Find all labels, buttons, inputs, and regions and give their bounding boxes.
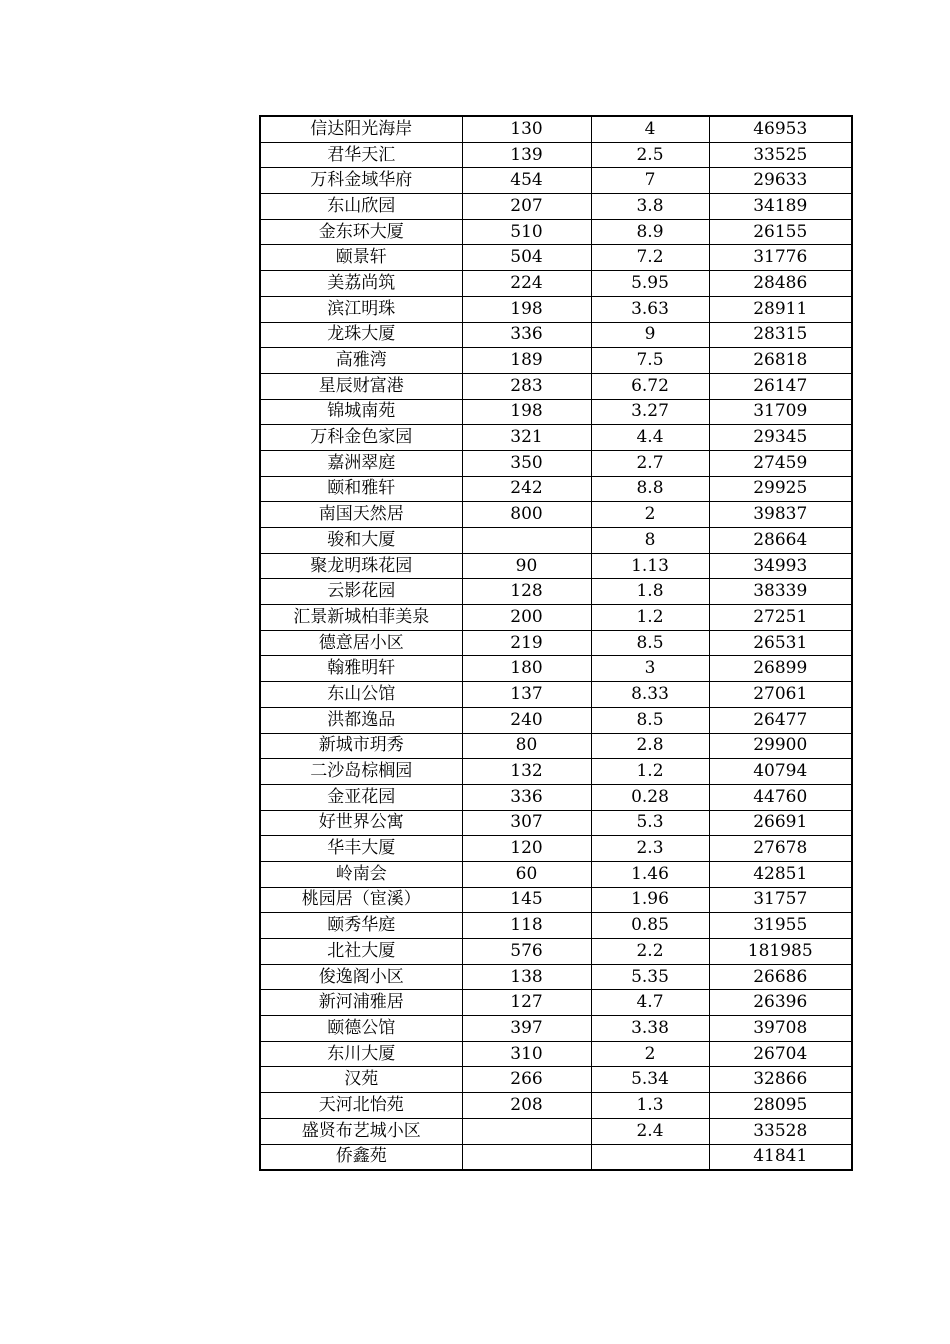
cell-col-4: 39837 — [709, 502, 852, 528]
cell-col-2: 510 — [462, 219, 591, 245]
cell-col-2: 321 — [462, 425, 591, 451]
cell-property-name: 天河北怡苑 — [260, 1093, 462, 1119]
cell-property-name: 华丰大厦 — [260, 836, 462, 862]
table-row — [260, 116, 852, 142]
cell-col-4: 31709 — [709, 399, 852, 425]
cell-property-name: 北社大厦 — [260, 939, 462, 965]
cell-property-name: 高雅湾 — [260, 348, 462, 374]
cell-col-4: 38339 — [709, 579, 852, 605]
table-row — [260, 296, 852, 322]
cell-col-4: 29345 — [709, 425, 852, 451]
cell-col-3: 2 — [591, 502, 709, 528]
cell-col-3: 1.96 — [591, 887, 709, 913]
cell-property-name: 二沙岛棕榈园 — [260, 759, 462, 785]
cell-col-2: 60 — [462, 861, 591, 887]
cell-col-2: 198 — [462, 296, 591, 322]
cell-property-name: 嘉洲翠庭 — [260, 450, 462, 476]
table-row — [260, 553, 852, 579]
cell-property-name: 东山欣园 — [260, 194, 462, 220]
table-row — [260, 579, 852, 605]
cell-property-name: 新河浦雅居 — [260, 990, 462, 1016]
cell-col-4: 44760 — [709, 784, 852, 810]
table-row — [260, 964, 852, 990]
cell-col-2: 138 — [462, 964, 591, 990]
cell-col-3: 5.3 — [591, 810, 709, 836]
cell-col-4: 28486 — [709, 271, 852, 297]
cell-col-2: 576 — [462, 939, 591, 965]
table-row — [260, 194, 852, 220]
cell-col-2: 224 — [462, 271, 591, 297]
cell-col-4: 32866 — [709, 1067, 852, 1093]
cell-col-4: 26477 — [709, 707, 852, 733]
cell-property-name: 南国天然居 — [260, 502, 462, 528]
cell-col-3: 7.5 — [591, 348, 709, 374]
cell-property-name: 聚龙明珠花园 — [260, 553, 462, 579]
cell-col-2: 139 — [462, 142, 591, 168]
cell-col-4: 26531 — [709, 630, 852, 656]
cell-col-2: 90 — [462, 553, 591, 579]
table-row — [260, 1118, 852, 1144]
cell-col-3: 2.3 — [591, 836, 709, 862]
cell-property-name: 盛贤布艺城小区 — [260, 1118, 462, 1144]
cell-col-2: 310 — [462, 1041, 591, 1067]
cell-col-4: 26818 — [709, 348, 852, 374]
cell-col-2 — [462, 1118, 591, 1144]
cell-property-name: 洪都逸品 — [260, 707, 462, 733]
cell-col-3: 1.3 — [591, 1093, 709, 1119]
table-row — [260, 1093, 852, 1119]
cell-col-2: 127 — [462, 990, 591, 1016]
cell-col-4: 28095 — [709, 1093, 852, 1119]
cell-col-4: 28664 — [709, 528, 852, 554]
cell-property-name: 翰雅明轩 — [260, 656, 462, 682]
cell-col-3: 1.46 — [591, 861, 709, 887]
table-row — [260, 810, 852, 836]
cell-property-name: 汇景新城柏菲美泉 — [260, 605, 462, 631]
cell-col-3: 8.8 — [591, 476, 709, 502]
cell-col-2: 240 — [462, 707, 591, 733]
cell-property-name: 东山公馆 — [260, 682, 462, 708]
cell-col-2: 800 — [462, 502, 591, 528]
table-row — [260, 528, 852, 554]
cell-col-3: 2.7 — [591, 450, 709, 476]
cell-col-2: 207 — [462, 194, 591, 220]
cell-property-name: 好世界公寓 — [260, 810, 462, 836]
cell-col-4: 26155 — [709, 219, 852, 245]
cell-col-4: 27678 — [709, 836, 852, 862]
cell-col-4: 31776 — [709, 245, 852, 271]
table-row — [260, 990, 852, 1016]
cell-property-name: 金东环大厦 — [260, 219, 462, 245]
cell-col-2: 145 — [462, 887, 591, 913]
cell-property-name: 东川大厦 — [260, 1041, 462, 1067]
cell-col-3: 9 — [591, 322, 709, 348]
table-row — [260, 373, 852, 399]
cell-col-3: 3.8 — [591, 194, 709, 220]
cell-col-4: 29925 — [709, 476, 852, 502]
table-row — [260, 656, 852, 682]
cell-col-4: 181985 — [709, 939, 852, 965]
cell-col-4: 39708 — [709, 1016, 852, 1042]
cell-col-4: 27459 — [709, 450, 852, 476]
table-row — [260, 1067, 852, 1093]
cell-col-3: 3.38 — [591, 1016, 709, 1042]
cell-col-4: 26686 — [709, 964, 852, 990]
table-row — [260, 939, 852, 965]
cell-col-4: 33525 — [709, 142, 852, 168]
cell-col-4: 41841 — [709, 1144, 852, 1170]
cell-col-3: 2.4 — [591, 1118, 709, 1144]
cell-col-3: 2.8 — [591, 733, 709, 759]
cell-col-4: 26704 — [709, 1041, 852, 1067]
table-row — [260, 450, 852, 476]
table-row — [260, 168, 852, 194]
cell-col-3: 4.7 — [591, 990, 709, 1016]
cell-col-2: 180 — [462, 656, 591, 682]
cell-col-4: 26396 — [709, 990, 852, 1016]
cell-col-2: 120 — [462, 836, 591, 862]
cell-col-2: 397 — [462, 1016, 591, 1042]
table-row — [260, 322, 852, 348]
cell-col-3: 0.85 — [591, 913, 709, 939]
cell-property-name: 龙珠大厦 — [260, 322, 462, 348]
cell-col-2: 208 — [462, 1093, 591, 1119]
cell-col-3: 8.5 — [591, 707, 709, 733]
cell-col-3: 7 — [591, 168, 709, 194]
cell-col-4: 29633 — [709, 168, 852, 194]
cell-col-2: 132 — [462, 759, 591, 785]
cell-property-name: 颐景轩 — [260, 245, 462, 271]
table-row — [260, 605, 852, 631]
cell-col-4: 34993 — [709, 553, 852, 579]
table-row — [260, 836, 852, 862]
cell-col-4: 27251 — [709, 605, 852, 631]
table-row — [260, 1144, 852, 1170]
cell-col-4: 28911 — [709, 296, 852, 322]
table-row — [260, 784, 852, 810]
cell-col-3: 0.28 — [591, 784, 709, 810]
table-row — [260, 399, 852, 425]
cell-col-2: 128 — [462, 579, 591, 605]
table-row — [260, 502, 852, 528]
cell-property-name: 汉苑 — [260, 1067, 462, 1093]
cell-col-4: 40794 — [709, 759, 852, 785]
cell-col-3: 4 — [591, 116, 709, 142]
table-row — [260, 861, 852, 887]
table-body — [260, 116, 852, 1170]
cell-col-3: 2 — [591, 1041, 709, 1067]
table-row — [260, 1016, 852, 1042]
cell-col-2: 336 — [462, 784, 591, 810]
cell-col-2: 80 — [462, 733, 591, 759]
cell-property-name: 桃园居（宦溪） — [260, 887, 462, 913]
cell-col-3: 2.2 — [591, 939, 709, 965]
cell-col-2: 283 — [462, 373, 591, 399]
cell-col-3: 8 — [591, 528, 709, 554]
cell-col-2: 189 — [462, 348, 591, 374]
cell-property-name: 德意居小区 — [260, 630, 462, 656]
cell-col-2: 336 — [462, 322, 591, 348]
table-row — [260, 245, 852, 271]
cell-property-name: 滨江明珠 — [260, 296, 462, 322]
cell-col-4: 26691 — [709, 810, 852, 836]
cell-property-name: 骏和大厦 — [260, 528, 462, 554]
cell-property-name: 云影花园 — [260, 579, 462, 605]
cell-col-3: 7.2 — [591, 245, 709, 271]
cell-property-name: 俊逸阁小区 — [260, 964, 462, 990]
cell-col-4: 29900 — [709, 733, 852, 759]
cell-col-2: 307 — [462, 810, 591, 836]
table-row — [260, 476, 852, 502]
table-row — [260, 887, 852, 913]
cell-col-3: 1.13 — [591, 553, 709, 579]
table-row — [260, 707, 852, 733]
table-row — [260, 913, 852, 939]
cell-col-2: 200 — [462, 605, 591, 631]
cell-col-4: 33528 — [709, 1118, 852, 1144]
table-row — [260, 733, 852, 759]
cell-col-4: 31955 — [709, 913, 852, 939]
cell-property-name: 万科金色家园 — [260, 425, 462, 451]
cell-col-2: 130 — [462, 116, 591, 142]
cell-property-name: 侨鑫苑 — [260, 1144, 462, 1170]
cell-property-name: 新城市玥秀 — [260, 733, 462, 759]
cell-col-3: 1.8 — [591, 579, 709, 605]
cell-col-2: 198 — [462, 399, 591, 425]
cell-property-name: 星辰财富港 — [260, 373, 462, 399]
cell-col-4: 27061 — [709, 682, 852, 708]
cell-property-name: 颐德公馆 — [260, 1016, 462, 1042]
cell-col-2: 504 — [462, 245, 591, 271]
cell-property-name: 锦城南苑 — [260, 399, 462, 425]
cell-col-3: 5.34 — [591, 1067, 709, 1093]
cell-property-name: 岭南会 — [260, 861, 462, 887]
table-row — [260, 682, 852, 708]
cell-col-4: 26147 — [709, 373, 852, 399]
cell-col-4: 31757 — [709, 887, 852, 913]
cell-col-2: 350 — [462, 450, 591, 476]
cell-col-3: 2.5 — [591, 142, 709, 168]
cell-property-name: 金亚花园 — [260, 784, 462, 810]
cell-col-3: 5.95 — [591, 271, 709, 297]
cell-property-name: 颐和雅轩 — [260, 476, 462, 502]
cell-col-4: 34189 — [709, 194, 852, 220]
cell-col-2: 266 — [462, 1067, 591, 1093]
cell-col-3: 8.33 — [591, 682, 709, 708]
cell-col-3: 1.2 — [591, 759, 709, 785]
cell-col-3: 3 — [591, 656, 709, 682]
cell-property-name: 信达阳光海岸 — [260, 116, 462, 142]
cell-col-3: 3.63 — [591, 296, 709, 322]
cell-col-2 — [462, 528, 591, 554]
cell-col-3: 8.9 — [591, 219, 709, 245]
table-row — [260, 425, 852, 451]
cell-col-2: 242 — [462, 476, 591, 502]
table-row — [260, 630, 852, 656]
cell-col-4: 26899 — [709, 656, 852, 682]
cell-property-name: 颐秀华庭 — [260, 913, 462, 939]
cell-col-3: 8.5 — [591, 630, 709, 656]
cell-col-4: 46953 — [709, 116, 852, 142]
property-table — [259, 115, 853, 1171]
cell-col-2: 219 — [462, 630, 591, 656]
table-row — [260, 271, 852, 297]
table-row — [260, 348, 852, 374]
cell-col-2: 137 — [462, 682, 591, 708]
table-row — [260, 142, 852, 168]
cell-col-2: 454 — [462, 168, 591, 194]
cell-col-3: 4.4 — [591, 425, 709, 451]
cell-property-name: 万科金域华府 — [260, 168, 462, 194]
cell-property-name: 君华天汇 — [260, 142, 462, 168]
cell-col-2 — [462, 1144, 591, 1170]
cell-col-3: 1.2 — [591, 605, 709, 631]
cell-col-3 — [591, 1144, 709, 1170]
cell-col-3: 6.72 — [591, 373, 709, 399]
table-row — [260, 1041, 852, 1067]
cell-col-4: 42851 — [709, 861, 852, 887]
cell-col-3: 3.27 — [591, 399, 709, 425]
table-row — [260, 759, 852, 785]
cell-col-2: 118 — [462, 913, 591, 939]
table-row — [260, 219, 852, 245]
cell-col-4: 28315 — [709, 322, 852, 348]
cell-property-name: 美荔尚筑 — [260, 271, 462, 297]
cell-col-3: 5.35 — [591, 964, 709, 990]
